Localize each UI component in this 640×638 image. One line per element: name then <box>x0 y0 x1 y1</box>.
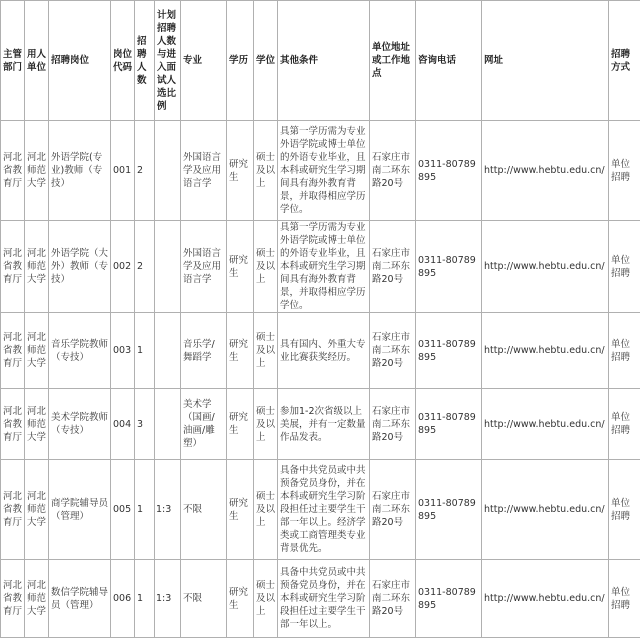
header-dept: 主管部门 <box>1 1 25 121</box>
cell-count: 2 <box>135 221 155 313</box>
cell-method: 单位招聘 <box>609 389 640 460</box>
cell-ratio <box>155 389 181 460</box>
cell-ratio <box>155 221 181 313</box>
cell-code: 001 <box>111 121 135 221</box>
cell-count: 1 <box>135 560 155 638</box>
cell-dept: 河北省教育厅 <box>1 221 25 313</box>
cell-dept: 河北省教育厅 <box>1 389 25 460</box>
cell-major: 外国语言学及应用语言学 <box>181 121 227 221</box>
cell-code: 002 <box>111 221 135 313</box>
cell-address: 石家庄市南二环东路20号 <box>370 560 416 638</box>
cell-website: http://www.hebtu.edu.cn/ <box>482 121 609 221</box>
table-row <box>1 389 640 460</box>
cell-count: 2 <box>135 121 155 221</box>
header-unit: 用人单位 <box>25 1 49 121</box>
table-row <box>1 221 640 313</box>
cell-address: 石家庄市南二环东路20号 <box>370 460 416 560</box>
cell-other: 参加1-2次省级以上美展，并有一定数量作品发表。 <box>278 389 370 460</box>
cell-position: 美术学院教师（专技） <box>49 389 111 460</box>
cell-other: 具有国内、外重大专业比赛获奖经历。 <box>278 313 370 389</box>
cell-count: 1 <box>135 460 155 560</box>
cell-ratio: 1:3 <box>155 560 181 638</box>
cell-count: 1 <box>135 313 155 389</box>
cell-address: 石家庄市南二环东路20号 <box>370 389 416 460</box>
cell-unit: 河北师范大学 <box>25 221 49 313</box>
table-row <box>1 313 640 389</box>
table-row <box>1 460 640 560</box>
cell-education: 研究生 <box>227 560 254 638</box>
cell-education: 研究生 <box>227 121 254 221</box>
cell-ratio <box>155 313 181 389</box>
cell-address: 石家庄市南二环东路20号 <box>370 121 416 221</box>
cell-position: 音乐学院教师（专技） <box>49 313 111 389</box>
cell-major: 音乐学/舞蹈学 <box>181 313 227 389</box>
header-row <box>1 1 640 121</box>
cell-ratio <box>155 121 181 221</box>
cell-degree: 硕士及以上 <box>254 221 278 313</box>
header-address: 单位地址或工作地点 <box>370 1 416 121</box>
cell-code: 005 <box>111 460 135 560</box>
cell-education: 研究生 <box>227 313 254 389</box>
cell-education: 研究生 <box>227 389 254 460</box>
cell-other: 具备中共党员或中共预备党员身份，并在本科或研究生学习阶段担任过主要学生干部一年以上。 <box>278 560 370 638</box>
cell-website: http://www.hebtu.edu.cn/ <box>482 221 609 313</box>
cell-method: 单位招聘 <box>609 560 640 638</box>
header-code: 岗位代码 <box>111 1 135 121</box>
cell-dept: 河北省教育厅 <box>1 560 25 638</box>
cell-unit: 河北师范大学 <box>25 313 49 389</box>
cell-unit: 河北师范大学 <box>25 460 49 560</box>
header-method: 招聘方式 <box>609 1 640 121</box>
cell-degree: 硕士及以上 <box>254 389 278 460</box>
cell-phone: 0311-80789895 <box>416 389 482 460</box>
cell-major: 美术学（国画/油画/雕塑） <box>181 389 227 460</box>
cell-website: http://www.hebtu.edu.cn/ <box>482 560 609 638</box>
cell-position: 商学院辅导员（管理） <box>49 460 111 560</box>
cell-position: 外语学院(专业)教师（专技） <box>49 121 111 221</box>
cell-unit: 河北师范大学 <box>25 121 49 221</box>
header-degree: 学位 <box>254 1 278 121</box>
cell-code: 006 <box>111 560 135 638</box>
cell-major: 外国语言学及应用语言学 <box>181 221 227 313</box>
cell-degree: 硕士及以上 <box>254 313 278 389</box>
cell-method: 单位招聘 <box>609 121 640 221</box>
cell-method: 单位招聘 <box>609 221 640 313</box>
cell-website: http://www.hebtu.edu.cn/ <box>482 313 609 389</box>
cell-major: 不限 <box>181 460 227 560</box>
cell-major: 不限 <box>181 560 227 638</box>
header-other: 其他条件 <box>278 1 370 121</box>
cell-method: 单位招聘 <box>609 460 640 560</box>
cell-other: 具备中共党员或中共预备党员身份，并在本科或研究生学习阶段担任过主要学生干部一年以上。经济学类或工商管理类专业背景优先。 <box>278 460 370 560</box>
cell-other: 具第一学历需为专业外语学院或博士单位的外语专业毕业，且本科或研究生学习期间具有海外教育背景，并取得相应学历学位。 <box>278 121 370 221</box>
header-ratio: 计划招聘人数与进入面试人选比例 <box>155 1 181 121</box>
cell-phone: 0311-80789895 <box>416 121 482 221</box>
cell-address: 石家庄市南二环东路20号 <box>370 313 416 389</box>
cell-degree: 硕士及以上 <box>254 560 278 638</box>
cell-dept: 河北省教育厅 <box>1 460 25 560</box>
cell-other: 具第一学历需为专业外语学院或博士单位的外语专业毕业，且本科或研究生学习期间具有海外教育背景，并取得相应学历学位。 <box>278 221 370 313</box>
table-row <box>1 121 640 221</box>
cell-education: 研究生 <box>227 221 254 313</box>
cell-position: 外语学院（大外）教师（专技） <box>49 221 111 313</box>
cell-address: 石家庄市南二环东路20号 <box>370 221 416 313</box>
header-phone: 咨询电话 <box>416 1 482 121</box>
cell-phone: 0311-80789895 <box>416 313 482 389</box>
cell-method: 单位招聘 <box>609 313 640 389</box>
cell-phone: 0311-80789895 <box>416 221 482 313</box>
cell-dept: 河北省教育厅 <box>1 121 25 221</box>
cell-ratio: 1:3 <box>155 460 181 560</box>
cell-phone: 0311-80789895 <box>416 560 482 638</box>
cell-degree: 硕士及以上 <box>254 121 278 221</box>
cell-count: 3 <box>135 389 155 460</box>
cell-dept: 河北省教育厅 <box>1 313 25 389</box>
cell-website: http://www.hebtu.edu.cn/ <box>482 389 609 460</box>
cell-degree: 硕士及以上 <box>254 460 278 560</box>
cell-position: 数信学院辅导员（管理） <box>49 560 111 638</box>
cell-unit: 河北师范大学 <box>25 389 49 460</box>
table-row <box>1 560 640 638</box>
cell-education: 研究生 <box>227 460 254 560</box>
cell-website: http://www.hebtu.edu.cn/ <box>482 460 609 560</box>
header-website: 网址 <box>482 1 609 121</box>
header-education: 学历 <box>227 1 254 121</box>
cell-phone: 0311-80789895 <box>416 460 482 560</box>
header-count: 招聘人数 <box>135 1 155 121</box>
cell-code: 003 <box>111 313 135 389</box>
header-position: 招聘岗位 <box>49 1 111 121</box>
cell-unit: 河北师范大学 <box>25 560 49 638</box>
cell-code: 004 <box>111 389 135 460</box>
header-major: 专业 <box>181 1 227 121</box>
